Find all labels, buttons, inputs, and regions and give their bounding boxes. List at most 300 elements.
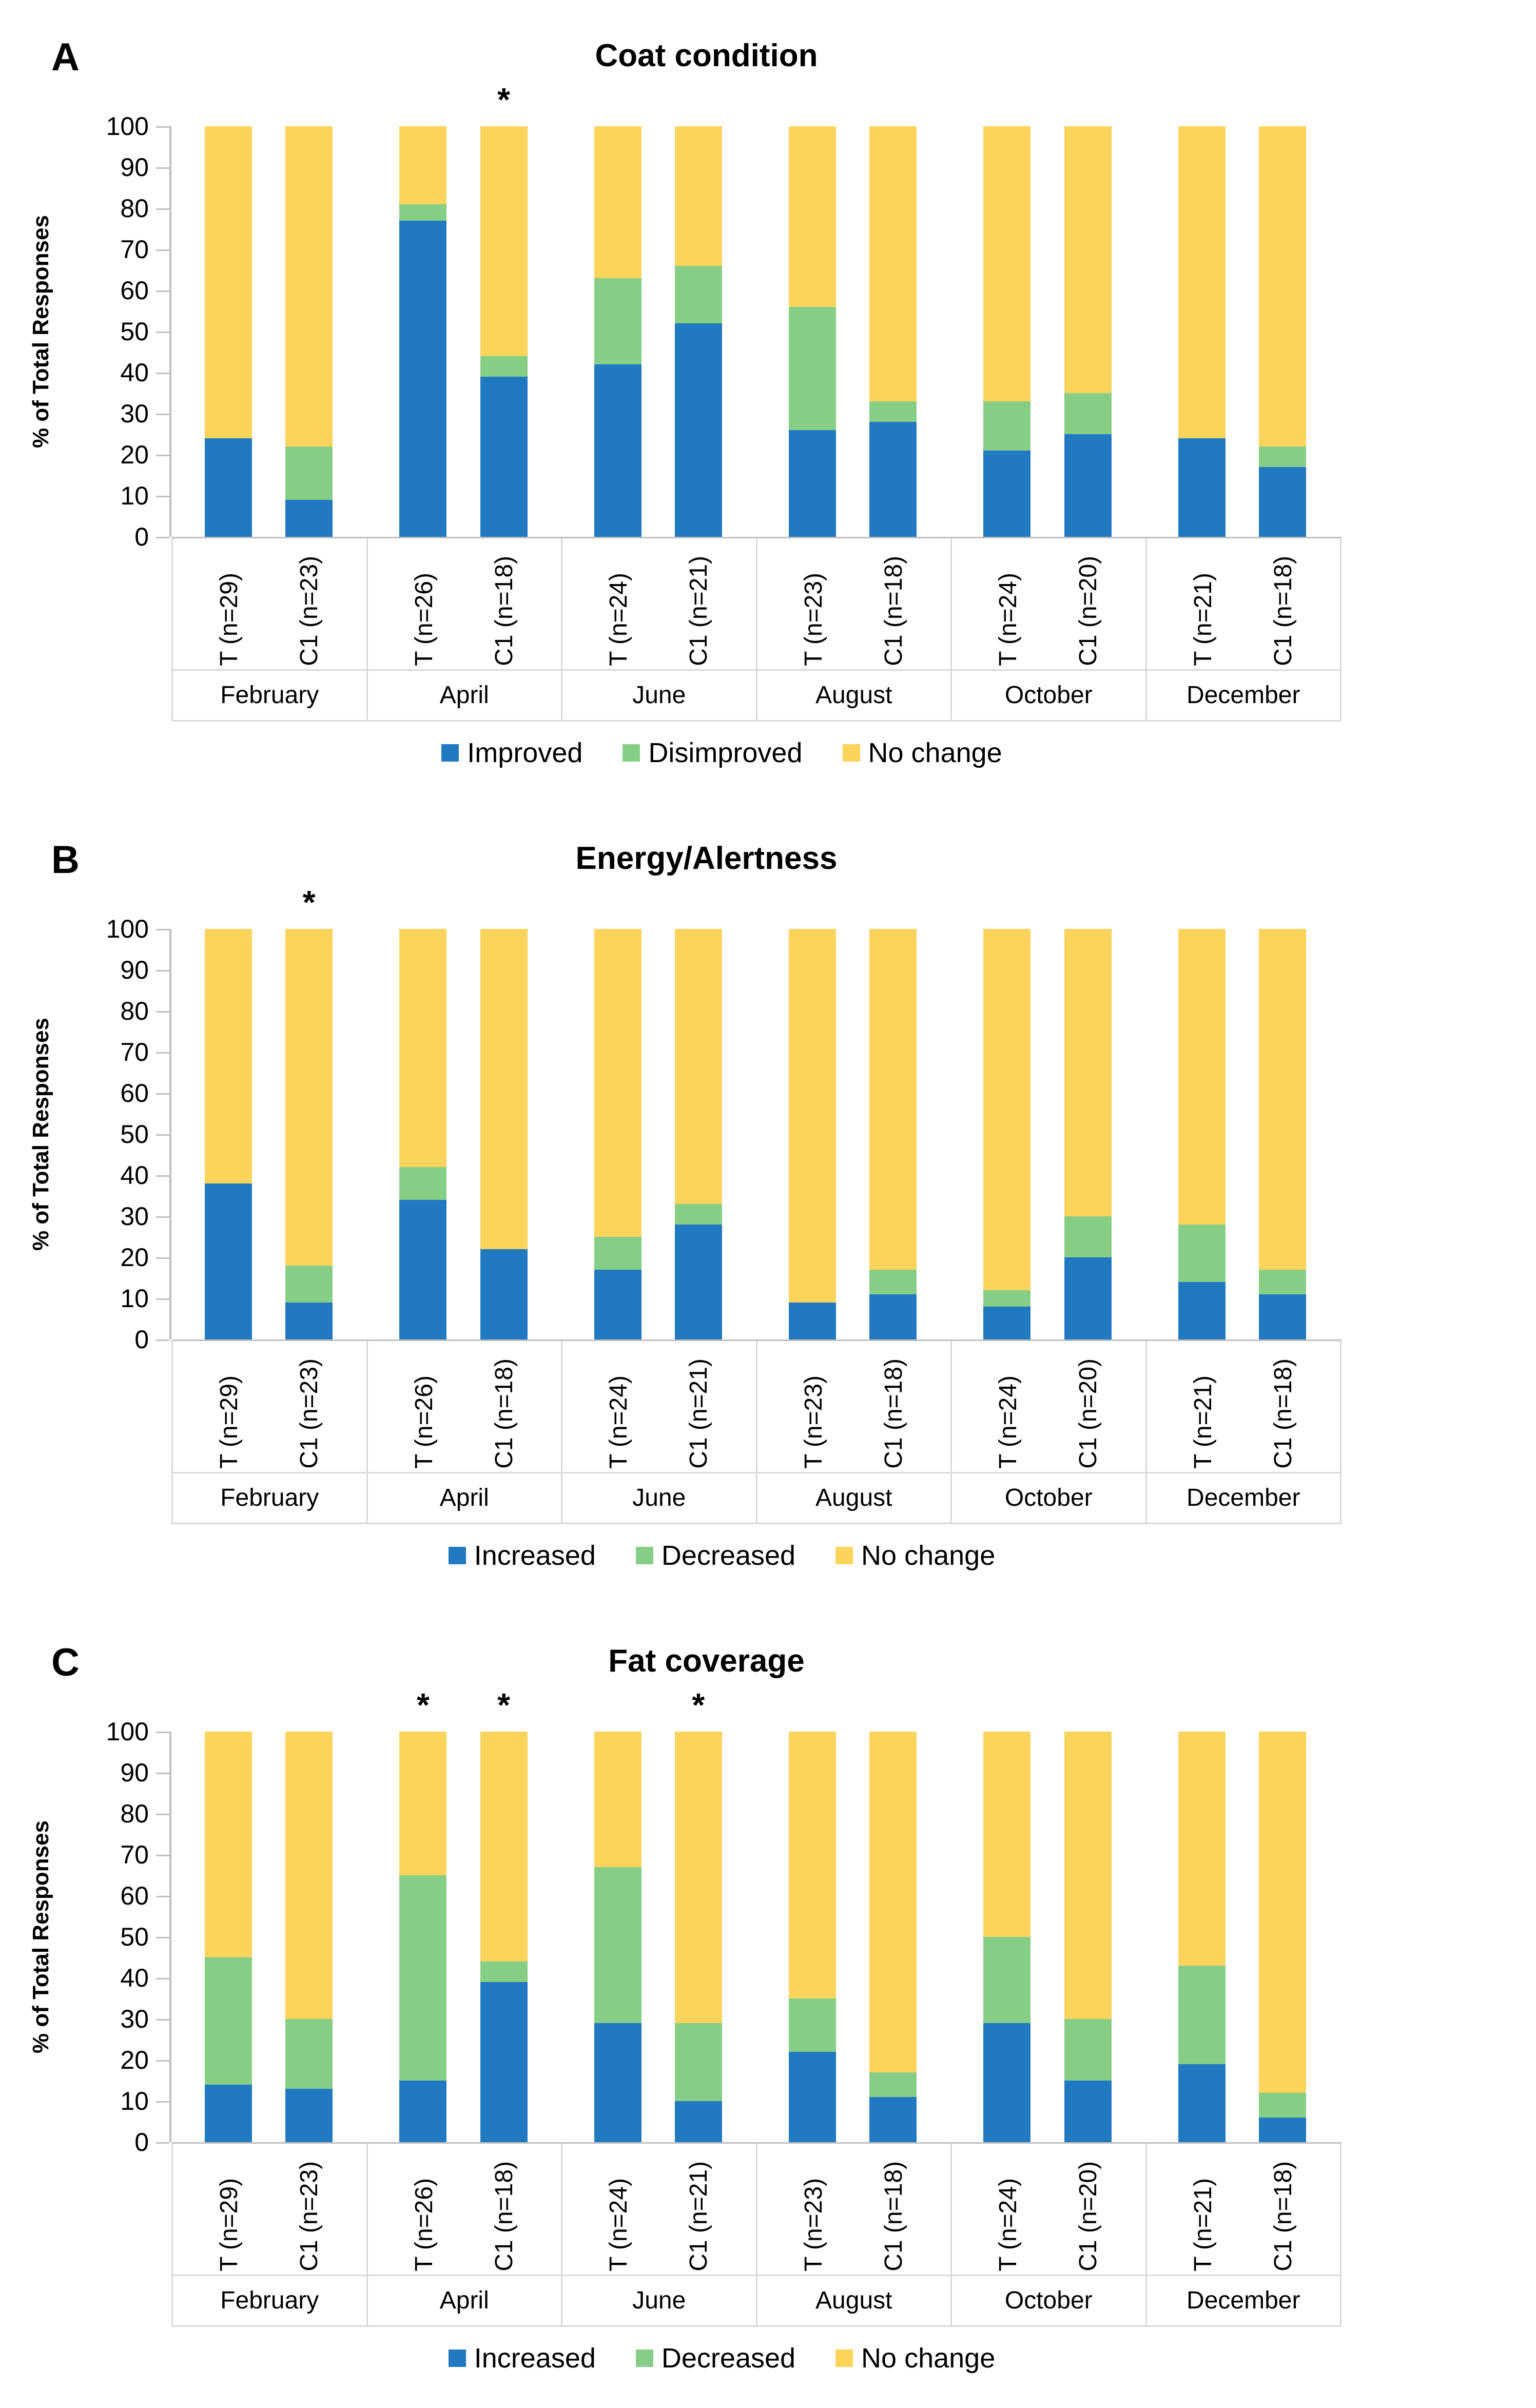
y-tick — [156, 1257, 169, 1259]
bar-segment-green — [480, 356, 528, 377]
stacked-bar[interactable] — [675, 929, 722, 1339]
bar-segment-blue — [869, 1294, 917, 1339]
n-label-text: C1 (n=18) — [490, 556, 518, 666]
category-group — [368, 2144, 563, 2325]
y-tick — [156, 1978, 169, 1979]
n-label-row — [368, 1341, 561, 1472]
n-label — [595, 573, 643, 666]
bar-segment-green — [1064, 2019, 1112, 2081]
n-label-text: T (n=24) — [605, 573, 633, 666]
stacked-bar[interactable] — [1064, 1732, 1112, 2142]
stacked-bar[interactable] — [594, 1732, 641, 2142]
y-tick-label: 50 — [120, 317, 149, 346]
stacked-bar[interactable] — [983, 1732, 1031, 2142]
y-tick — [156, 1814, 169, 1815]
y-tick-label: 40 — [120, 1964, 149, 1992]
category-group — [173, 1341, 368, 1523]
n-label — [675, 2161, 723, 2271]
legend-c — [0, 2344, 1536, 2372]
n-label — [1180, 573, 1227, 666]
y-tick-label: 30 — [120, 399, 149, 428]
y-tick — [156, 167, 169, 169]
bar-segment-yellow — [789, 1732, 836, 1998]
y-tick-label: 0 — [134, 2128, 149, 2157]
stacked-bar[interactable] — [205, 126, 252, 537]
bar-segment-green — [675, 2023, 722, 2101]
bar-segment-blue — [205, 438, 252, 537]
n-label-row — [1147, 1341, 1340, 1472]
bar-segment-green — [869, 1270, 917, 1294]
n-label-text: T (n=23) — [800, 1375, 827, 1469]
y-tick-label: 100 — [106, 915, 149, 943]
n-label — [481, 556, 528, 666]
legend-label: No change — [861, 2343, 996, 2374]
n-label-text: T (n=21) — [1189, 573, 1217, 666]
month-label: October — [952, 2275, 1145, 2325]
bar-segment-yellow — [1178, 1732, 1226, 1966]
n-label — [675, 556, 723, 666]
legend-item[interactable] — [441, 739, 582, 767]
y-tick-label: 40 — [120, 1161, 149, 1190]
n-label-text: T (n=24) — [605, 1375, 633, 1469]
bar-segment-green — [869, 2072, 917, 2097]
y-tick — [156, 2101, 169, 2103]
bar-segment-green — [1259, 1270, 1306, 1294]
legend-swatch-yellow — [843, 744, 860, 762]
category-group — [173, 2144, 368, 2325]
stacked-bar[interactable] — [399, 1686, 446, 2142]
n-label — [286, 1358, 333, 1469]
y-tick — [156, 1732, 169, 1733]
y-tick — [156, 1773, 169, 1774]
legend-swatch-blue — [449, 2349, 466, 2367]
bar-segment-green — [399, 1875, 446, 2081]
n-label-row — [952, 538, 1145, 669]
n-label — [1065, 556, 1112, 666]
category-group — [757, 2144, 952, 2325]
n-label — [206, 2178, 253, 2271]
bar-group — [171, 126, 366, 537]
bar-segment-blue — [1178, 2064, 1226, 2142]
bar-segment-blue — [869, 422, 917, 537]
y-tick — [156, 126, 169, 128]
n-label-text: C1 (n=23) — [296, 556, 323, 666]
n-label — [206, 573, 253, 666]
bar-groups-b — [171, 884, 1339, 1339]
bar-group — [171, 884, 366, 1339]
stacked-bar[interactable] — [399, 126, 446, 537]
y-tick-label: 60 — [120, 1881, 149, 1910]
legend-swatch-green — [636, 2349, 653, 2367]
category-group — [368, 538, 563, 720]
stacked-bar[interactable] — [1064, 126, 1112, 537]
stacked-bar[interactable] — [1178, 1732, 1226, 2142]
bar-segment-yellow — [675, 929, 722, 1204]
n-label-text: T (n=26) — [410, 573, 438, 666]
legend-label: Disimproved — [648, 737, 803, 768]
legend-label: Increased — [474, 2343, 596, 2374]
bar-segment-green — [1064, 1216, 1112, 1257]
bar-segment-yellow — [675, 126, 722, 266]
panel-c — [0, 1605, 1536, 2408]
panel-a — [0, 0, 1536, 803]
legend-swatch-yellow — [835, 2349, 853, 2367]
month-label: April — [368, 2275, 561, 2325]
bar-group — [366, 929, 560, 1339]
bar-segment-blue — [480, 1982, 528, 2142]
n-label-text: C1 (n=18) — [880, 1358, 907, 1469]
y-tick — [156, 373, 169, 374]
bar-group — [950, 929, 1144, 1339]
category-group — [562, 538, 757, 720]
stacked-bar[interactable] — [594, 929, 641, 1339]
bar-segment-green — [1259, 446, 1306, 467]
n-label-text: C1 (n=18) — [490, 1358, 518, 1469]
bar-segment-yellow — [205, 929, 252, 1183]
n-label-text: C1 (n=23) — [296, 2161, 323, 2271]
y-tick — [156, 332, 169, 333]
n-label-text: C1 (n=23) — [296, 1358, 323, 1469]
y-tick — [156, 2060, 169, 2062]
bar-segment-yellow — [789, 929, 836, 1303]
y-tick-label: 60 — [120, 276, 149, 305]
n-label-row — [562, 538, 756, 669]
n-label — [1260, 2161, 1307, 2271]
stacked-bar[interactable] — [1259, 126, 1306, 537]
category-axis-c — [171, 2142, 1341, 2327]
y-tick-label: 50 — [120, 1120, 149, 1149]
y-tick — [156, 208, 169, 210]
bar-segment-yellow — [285, 126, 333, 446]
n-label — [790, 573, 838, 666]
y-tick — [156, 414, 169, 415]
y-tick-label: 0 — [134, 522, 149, 551]
y-tick-label: 10 — [120, 1284, 149, 1313]
category-group — [757, 1341, 952, 1523]
bar-segment-green — [983, 401, 1031, 451]
n-label-row — [173, 538, 366, 669]
panel-letter-b: B — [51, 838, 79, 882]
stacked-bar[interactable] — [789, 126, 836, 537]
bar-segment-blue — [983, 1307, 1031, 1339]
bar-segment-yellow — [675, 1732, 722, 2023]
y-tick-label: 90 — [120, 153, 149, 182]
y-tick-label: 30 — [120, 1202, 149, 1231]
stacked-bar[interactable] — [983, 126, 1031, 537]
bar-groups-a — [171, 81, 1339, 537]
month-label: August — [757, 2275, 951, 2325]
stacked-bar[interactable] — [1259, 1732, 1306, 2142]
y-tick-label: 70 — [120, 235, 149, 264]
bar-group — [1145, 929, 1339, 1339]
n-label-row — [562, 1341, 756, 1472]
bar-group — [561, 929, 755, 1339]
bar-group — [366, 1686, 560, 2142]
stacked-bar[interactable] — [869, 126, 917, 537]
bar-segment-blue — [1178, 438, 1226, 537]
y-tick — [156, 2142, 169, 2144]
y-tick — [156, 1011, 169, 1013]
bar-segment-green — [594, 1237, 641, 1270]
n-label — [985, 2178, 1032, 2271]
month-label: August — [757, 1472, 951, 1523]
n-label-text: T (n=24) — [605, 2178, 633, 2271]
bar-segment-blue — [594, 364, 641, 537]
n-label — [401, 573, 448, 666]
plot-area-b — [28, 884, 1339, 1354]
bar-segment-yellow — [1064, 1732, 1112, 2019]
significance-asterisk: * — [416, 1686, 430, 1723]
y-tick-label: 70 — [120, 1038, 149, 1066]
bar-segment-green — [789, 1998, 836, 2052]
y-tick-label: 100 — [106, 112, 149, 141]
bar-segment-yellow — [480, 1732, 528, 1962]
stacked-bar[interactable] — [789, 1732, 836, 2142]
category-axis-a — [171, 537, 1341, 722]
legend-item[interactable] — [449, 1542, 596, 1569]
bar-segment-yellow — [1259, 126, 1306, 446]
y-tick — [156, 970, 169, 972]
bar-segment-blue — [789, 430, 836, 537]
significance-asterisk: * — [302, 884, 316, 921]
month-label: April — [368, 1472, 561, 1523]
legend-item[interactable] — [835, 1542, 995, 1569]
bar-segment-green — [675, 1204, 722, 1225]
stacked-bar[interactable] — [285, 1732, 333, 2142]
bar-segment-green — [205, 1957, 252, 2085]
bar-segment-green — [480, 1962, 528, 1982]
stacked-bar[interactable] — [480, 1686, 528, 2142]
bar-segment-yellow — [205, 126, 252, 438]
category-group — [562, 1341, 757, 1523]
n-label-row — [1147, 538, 1340, 669]
category-group — [1147, 2144, 1340, 2325]
stacked-bar[interactable] — [285, 884, 333, 1339]
panel-letter-a: A — [51, 35, 79, 79]
stacked-bar[interactable] — [675, 1686, 722, 2142]
n-label-text: T (n=21) — [1189, 1375, 1217, 1469]
bar-segment-yellow — [594, 929, 641, 1237]
y-tick-label: 10 — [120, 2087, 149, 2115]
n-label — [790, 1375, 838, 1469]
n-label-row — [173, 2144, 366, 2275]
bar-segment-blue — [983, 451, 1031, 537]
bar-segment-yellow — [1178, 126, 1226, 438]
y-tick-label: 80 — [120, 997, 149, 1025]
category-group — [757, 538, 952, 720]
n-label-text: C1 (n=21) — [685, 1358, 713, 1469]
stacked-bar[interactable] — [480, 929, 528, 1339]
bar-segment-blue — [675, 2101, 722, 2142]
bar-segment-yellow — [1259, 1732, 1306, 2093]
bar-segment-blue — [285, 1303, 333, 1339]
y-tick-label: 90 — [120, 956, 149, 984]
legend-item[interactable] — [835, 2344, 995, 2372]
bar-segment-blue — [1259, 467, 1306, 537]
stacked-bar[interactable] — [285, 126, 333, 537]
bar-segment-yellow — [983, 1732, 1031, 1937]
y-tick — [156, 1134, 169, 1136]
y-tick-label: 60 — [120, 1079, 149, 1108]
legend-a — [0, 739, 1536, 767]
bar-group — [755, 1732, 950, 2142]
n-label-text: C1 (n=21) — [685, 2161, 713, 2271]
y-tick — [156, 496, 169, 497]
n-label-text: T (n=23) — [800, 2178, 827, 2271]
category-group — [952, 538, 1147, 720]
n-label — [481, 2161, 528, 2271]
bar-segment-yellow — [1064, 126, 1112, 393]
y-tick — [156, 1216, 169, 1218]
bar-segment-green — [983, 1290, 1031, 1307]
y-tick-label: 80 — [120, 194, 149, 223]
stacked-bar[interactable] — [869, 1732, 917, 2142]
bar-segment-green — [399, 204, 446, 221]
y-tick-label: 50 — [120, 1922, 149, 1951]
n-label — [1260, 1358, 1307, 1469]
stacked-bar[interactable] — [205, 929, 252, 1339]
panel-title-b: Energy/Alertness — [575, 841, 838, 876]
bar-segment-yellow — [869, 1732, 917, 2072]
bar-segment-yellow — [983, 929, 1031, 1290]
n-label — [481, 1358, 528, 1469]
month-label: February — [173, 1472, 366, 1523]
y-tick — [156, 1298, 169, 1300]
bar-segment-yellow — [285, 1732, 333, 2019]
stacked-bar[interactable] — [1259, 929, 1306, 1339]
legend-swatch-yellow — [835, 1547, 853, 1564]
n-label-row — [368, 538, 561, 669]
bar-segment-yellow — [594, 1732, 641, 1867]
stacked-bar[interactable] — [205, 1732, 252, 2142]
n-label — [1065, 1358, 1112, 1469]
bar-segment-yellow — [399, 1732, 446, 1875]
bar-group — [755, 126, 950, 537]
bar-segment-blue — [1064, 434, 1112, 537]
y-axis-label-c: % of Total Responses — [28, 1820, 53, 2053]
bar-segment-blue — [675, 1225, 722, 1339]
stacked-bar[interactable] — [1064, 929, 1112, 1339]
legend-label: Decreased — [661, 2343, 796, 2374]
legend-item[interactable] — [636, 2344, 795, 2372]
y-tick-label: 30 — [120, 2005, 149, 2033]
bar-segment-blue — [789, 2052, 836, 2142]
y-tick-label: 20 — [120, 1243, 149, 1272]
y-tick-label: 20 — [120, 2046, 149, 2074]
n-label-text: C1 (n=20) — [1075, 1358, 1102, 1469]
y-tick — [156, 1339, 169, 1341]
month-label: October — [952, 669, 1145, 720]
bar-group — [171, 1732, 366, 2142]
n-label — [595, 2178, 643, 2271]
bar-group — [950, 126, 1144, 537]
legend-swatch-green — [623, 744, 640, 762]
n-label-row — [757, 1341, 951, 1472]
bar-segment-green — [675, 266, 722, 323]
bar-segment-green — [285, 446, 333, 500]
month-label: August — [757, 669, 951, 720]
stacked-bar[interactable] — [789, 929, 836, 1339]
month-label: December — [1147, 1472, 1340, 1523]
n-label-text: T (n=23) — [800, 573, 827, 666]
bar-segment-blue — [1259, 2118, 1306, 2142]
month-label: February — [173, 2275, 366, 2325]
bar-segment-yellow — [399, 929, 446, 1167]
legend-swatch-blue — [449, 1547, 466, 1564]
month-label: June — [562, 1472, 756, 1523]
y-tick-label: 70 — [120, 1840, 149, 1869]
n-label-row — [368, 2144, 561, 2275]
bar-segment-yellow — [1259, 929, 1306, 1270]
y-tick — [156, 249, 169, 251]
legend-label: Improved — [467, 737, 583, 768]
legend-swatch-blue — [441, 744, 459, 762]
y-tick — [156, 1093, 169, 1095]
y-tick — [156, 1937, 169, 1938]
bar-segment-blue — [285, 2089, 333, 2142]
bar-segment-blue — [675, 323, 722, 537]
category-group — [952, 1341, 1147, 1523]
n-label — [1260, 556, 1307, 666]
legend-item[interactable] — [449, 2344, 596, 2372]
legend-label: Decreased — [661, 1540, 796, 1571]
n-label-row — [562, 2144, 756, 2275]
bar-segment-green — [1178, 1966, 1226, 2064]
bar-groups-c — [171, 1686, 1339, 2142]
n-label — [985, 573, 1032, 666]
plot-area-a — [28, 81, 1339, 551]
n-label — [401, 2178, 448, 2271]
bar-segment-yellow — [869, 929, 917, 1270]
y-tick-label: 80 — [120, 1799, 149, 1828]
y-axis-label-a: % of Total Responses — [28, 215, 53, 448]
month-label: February — [173, 669, 366, 720]
stacked-bar[interactable] — [675, 126, 722, 537]
category-group — [1147, 538, 1340, 720]
legend-item[interactable] — [623, 739, 802, 767]
n-label-text: C1 (n=18) — [1269, 2161, 1297, 2271]
n-label-text: C1 (n=20) — [1075, 2161, 1102, 2271]
y-tick-label: 90 — [120, 1758, 149, 1787]
stacked-bar[interactable] — [594, 126, 641, 537]
bar-segment-blue — [399, 221, 446, 537]
bar-segment-green — [594, 278, 641, 364]
n-label — [985, 1375, 1032, 1469]
legend-item[interactable] — [636, 1542, 795, 1569]
bar-segment-yellow — [399, 126, 446, 204]
n-label-text: T (n=26) — [410, 2178, 438, 2271]
bar-segment-yellow — [285, 929, 333, 1266]
y-tick — [156, 929, 169, 930]
legend-item[interactable] — [843, 739, 1002, 767]
bar-segment-yellow — [480, 126, 528, 356]
y-tick — [156, 2019, 169, 2021]
bar-segment-blue — [983, 2023, 1031, 2142]
stacked-bar[interactable] — [1178, 929, 1226, 1339]
stacked-bar[interactable] — [983, 929, 1031, 1339]
bar-group — [561, 1686, 755, 2142]
stacked-bar[interactable] — [480, 81, 528, 537]
stacked-bar[interactable] — [869, 929, 917, 1339]
bar-segment-yellow — [983, 126, 1031, 401]
stacked-bar[interactable] — [399, 929, 446, 1339]
n-label — [1065, 2161, 1112, 2271]
bar-segment-blue — [1259, 1294, 1306, 1339]
stacked-bar[interactable] — [1178, 126, 1226, 537]
panel-b — [0, 803, 1536, 1605]
month-label: June — [562, 2275, 756, 2325]
bar-segment-blue — [869, 2097, 917, 2142]
